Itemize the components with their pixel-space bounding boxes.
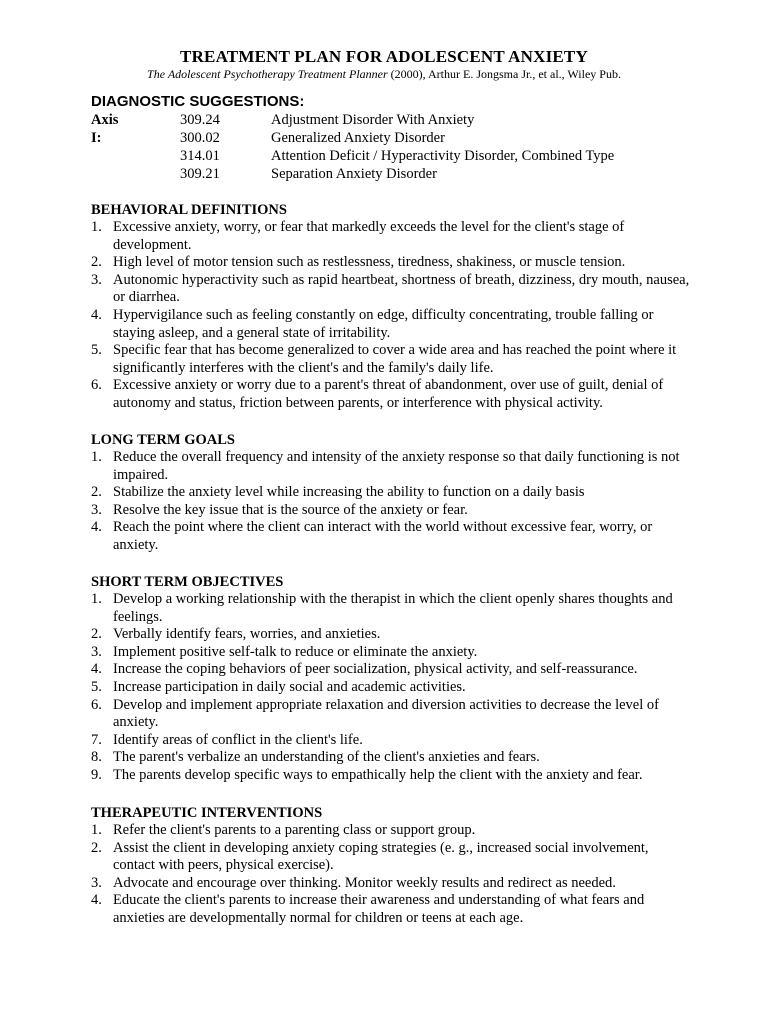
item-text: Develop a working relationship with the therapist in which the client openly shares thoughts and feelings. bbox=[113, 591, 673, 625]
item-text: The parents develop specific ways to empathically help the client with the anxiety and fear. bbox=[113, 766, 643, 783]
list-item bbox=[91, 875, 691, 893]
item-text: Stabilize the anxiety level while increasing the ability to function on a daily basis bbox=[113, 484, 585, 501]
list-item bbox=[91, 644, 691, 662]
axis-label: Axis I: bbox=[91, 112, 119, 146]
therapeutic-interventions-section bbox=[91, 804, 691, 928]
item-number: 6. bbox=[91, 377, 102, 394]
list-item bbox=[91, 449, 691, 484]
list-item bbox=[91, 591, 691, 626]
diagnostic-heading: DIAGNOSTIC SUGGESTIONS: bbox=[91, 93, 305, 110]
list-item bbox=[91, 822, 691, 840]
diagnosis-code: 309.21 bbox=[180, 166, 220, 182]
item-text: Autonomic hyperactivity such as rapid heartbeat, shortness of breath, dizziness, dry mouth, nausea, or diarrhea. bbox=[113, 271, 690, 306]
item-text: Advocate and encourage over thinking. Monitor weekly results and redirect as needed. bbox=[113, 874, 616, 891]
list-item bbox=[91, 254, 691, 272]
item-number: 1. bbox=[91, 822, 102, 838]
citation-book-title: The Adolescent Psychotherapy Treatment Planner bbox=[147, 67, 388, 81]
item-text: High level of motor tension such as restlessness, tiredness, shakiness, or muscle tension. bbox=[113, 254, 626, 271]
behavioral-definitions-list bbox=[91, 219, 691, 413]
item-text: Increase participation in daily social and academic activities. bbox=[113, 678, 466, 695]
diagnosis-code: 314.01 bbox=[180, 148, 220, 164]
list-item bbox=[91, 219, 691, 254]
list-item bbox=[91, 892, 691, 927]
item-number: 1. bbox=[91, 449, 102, 465]
diagnosis-code: 300.02 bbox=[180, 130, 220, 146]
item-number: 2. bbox=[91, 839, 102, 856]
item-text: Assist the client in developing anxiety coping strategies (e. g., increased social involvement, contact with peers, physical exercise). bbox=[113, 839, 649, 874]
item-text: Specific fear that has become generalized to cover a wide area and has reached the point where it significantly interferes with the client's and the family's daily life. bbox=[113, 342, 677, 376]
item-text: Resolve the key issue that is the source of the anxiety or fear. bbox=[113, 501, 468, 518]
item-number: 3. bbox=[91, 874, 102, 891]
list-item bbox=[91, 377, 691, 412]
citation-details: (2000), Arthur E. Jongsma Jr., et al., Wiley Pub. bbox=[387, 67, 621, 81]
diagnosis-code: 309.24 bbox=[180, 112, 220, 128]
short-term-objectives-list bbox=[91, 591, 691, 785]
list-item bbox=[91, 484, 691, 502]
diagnosis-description: Generalized Anxiety Disorder bbox=[271, 130, 445, 146]
item-text: Excessive anxiety or worry due to a parent's threat of abandonment, over use of guilt, denial of autonomy and status, friction between parents, or interference with physical activity. bbox=[113, 377, 664, 411]
section-heading: SHORT TERM OBJECTIVES bbox=[91, 574, 284, 590]
section-heading: BEHAVIORAL DEFINITIONS bbox=[91, 202, 287, 218]
list-item bbox=[91, 272, 691, 307]
section-heading: LONG TERM GOALS bbox=[91, 432, 235, 448]
item-number: 2. bbox=[91, 484, 102, 501]
item-number: 3. bbox=[91, 643, 102, 660]
item-number: 1. bbox=[91, 219, 102, 235]
list-item bbox=[91, 519, 691, 554]
item-text: Reduce the overall frequency and intensity of the anxiety response so that daily functioning is not impaired. bbox=[113, 449, 680, 483]
item-text: Implement positive self-talk to reduce or eliminate the anxiety. bbox=[113, 643, 478, 660]
item-number: 2. bbox=[91, 626, 102, 643]
list-item bbox=[91, 661, 691, 679]
item-number: 3. bbox=[91, 271, 102, 288]
item-text: Refer the client's parents to a parenting class or support group. bbox=[113, 822, 476, 838]
item-text: Develop and implement appropriate relaxation and diversion activities to decrease the level of anxiety. bbox=[113, 696, 659, 731]
diagnosis-description: Separation Anxiety Disorder bbox=[271, 166, 437, 182]
list-item bbox=[91, 767, 691, 785]
item-number: 8. bbox=[91, 749, 102, 766]
item-number: 4. bbox=[91, 519, 102, 536]
diagnosis-description: Attention Deficit / Hyperactivity Disorder, Combined Type bbox=[271, 148, 615, 164]
item-number: 2. bbox=[91, 254, 102, 271]
citation bbox=[0, 67, 768, 82]
item-number: 5. bbox=[91, 678, 102, 695]
item-number: 5. bbox=[91, 342, 102, 359]
item-number: 1. bbox=[91, 591, 102, 607]
item-text: Reach the point where the client can interact with the world without excessive fear, worry, or anxiety. bbox=[113, 519, 653, 553]
list-item bbox=[91, 502, 691, 520]
item-text: The parent's verbalize an understanding of the client's anxieties and fears. bbox=[113, 749, 540, 766]
list-item bbox=[91, 342, 691, 377]
item-text: Verbally identify fears, worries, and anxieties. bbox=[113, 626, 381, 643]
document-title: TREATMENT PLAN FOR ADOLESCENT ANXIETY bbox=[180, 47, 588, 66]
item-number: 3. bbox=[91, 501, 102, 518]
item-number: 7. bbox=[91, 731, 102, 748]
list-item bbox=[91, 732, 691, 750]
list-item bbox=[91, 749, 691, 767]
short-term-objectives-section bbox=[91, 573, 691, 785]
list-item bbox=[91, 840, 691, 875]
long-term-goals-section bbox=[91, 431, 691, 555]
item-text: Hypervigilance such as feeling constantly on edge, difficulty concentrating, trouble falling or staying asleep, and a general state of irritability. bbox=[113, 306, 654, 341]
item-text: Excessive anxiety, worry, or fear that markedly exceeds the level for the client's stage of development. bbox=[113, 219, 625, 253]
section-heading: THERAPEUTIC INTERVENTIONS bbox=[91, 805, 323, 821]
item-number: 4. bbox=[91, 661, 102, 678]
item-text: Educate the client's parents to increase their awareness and understanding of what fears and anxieties are developmentally normal for children or teens at each age. bbox=[113, 892, 645, 926]
item-number: 9. bbox=[91, 766, 102, 783]
item-number: 4. bbox=[91, 306, 102, 323]
behavioral-definitions-section bbox=[91, 201, 691, 413]
list-item bbox=[91, 626, 691, 644]
therapeutic-interventions-list bbox=[91, 822, 691, 928]
long-term-goals-list bbox=[91, 449, 691, 555]
diagnosis-description: Adjustment Disorder With Anxiety bbox=[271, 112, 475, 128]
list-item bbox=[91, 307, 691, 342]
list-item bbox=[91, 697, 691, 732]
item-text: Increase the coping behaviors of peer socialization, physical activity, and self-reassurance. bbox=[113, 661, 638, 678]
item-text: Identify areas of conflict in the client's life. bbox=[113, 731, 363, 748]
item-number: 4. bbox=[91, 892, 102, 909]
item-number: 6. bbox=[91, 696, 102, 713]
list-item bbox=[91, 679, 691, 697]
